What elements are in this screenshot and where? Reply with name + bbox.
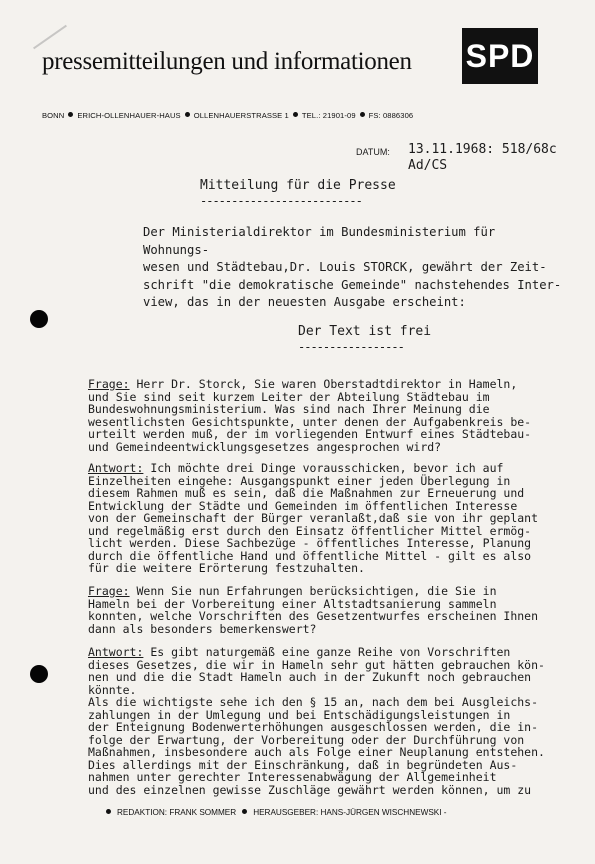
text-line: Hameln bei der Vorbereitung einer Altstadtsanierung sammeln	[88, 596, 497, 611]
masthead-title: pressemitteilungen und informationen	[42, 48, 412, 75]
bullet-icon	[185, 112, 190, 117]
interview-question	[88, 378, 558, 453]
bullet-icon	[293, 112, 298, 117]
subject-underline: --------------------------	[200, 194, 362, 208]
text-line: für die weitere Erörterung festzuhalten.	[88, 561, 365, 575]
question-label: Frage:	[88, 377, 130, 391]
answer-label: Antwort:	[88, 645, 144, 659]
text-line: Antwort: Ich möchte drei Dinge vorausschicken, bevor ich auf	[88, 461, 504, 475]
bullet-icon	[106, 809, 111, 814]
text-line: und Sie sind seit kurzem Leiter der Abteilung Städtebau im	[88, 389, 490, 404]
text-line: nen und die die Stadt Hameln auch in der Zukunft noch gebrauchen	[88, 670, 532, 684]
intro-line: Der Ministerialdirektor im Bundesministerium für Wohnungs-	[143, 225, 496, 257]
intro-line: schrift "die demokratische Gemeinde" nachstehendes Inter-	[143, 277, 562, 292]
text-line: Entwicklung der Städte und Gemeinden im öffentlichen Interesse	[88, 498, 518, 513]
spd-logo: SPD	[462, 28, 538, 84]
bullet-icon	[68, 112, 73, 117]
text-line: wesentlichsten Gesichtspunkte, unter denen der Aufgabenkreis be-	[88, 414, 532, 429]
text-line: Frage: Herr Dr. Storck, Sie waren Oberstadtdirektor in Hameln,	[88, 377, 518, 391]
text-line: licht werden. Diese Sachbezüge - öffentliches Interesse, Planung	[88, 536, 532, 550]
address-street: OLLENHAUERSTRASSE 1	[193, 111, 289, 120]
subject-heading: Mitteilung für die Presse	[200, 178, 396, 193]
footer-credits	[100, 808, 447, 817]
text-line: zahlungen in der Umlegung und bei Entschädigungsleistungen in	[88, 707, 511, 722]
text-line: Als die wichtigste sehe ich den § 15 an, nach dem bei Ausgleichs-	[88, 695, 539, 709]
text-line: könnte.	[88, 682, 137, 697]
intro-paragraph	[143, 224, 563, 312]
text-line: konnten, welche Vorschriften des Gesetzentwurfes erscheinen Ihnen	[88, 609, 539, 623]
text-line: diesem Rahmen muß es sein, daß die Maßnahmen zur Erneuerung und	[88, 486, 525, 500]
text-line: Maßnahmen, insbesondere auch als Folge einer Neuplanung entstehen.	[88, 745, 545, 759]
text-line: Frage: Wenn Sie nun Erfahrungen berücksichtigen, die Sie in	[88, 584, 497, 598]
text-line: und des einzelnen gewisse Zuschläge gewährt werden können, um zu	[88, 782, 532, 797]
address-city: BONN	[42, 111, 65, 120]
text-line: von der Gemeinschaft der Bürger veranlaßt,daß sie von ihr geplant	[88, 511, 539, 525]
text-line: dieses Gesetzes, die wir in Hameln sehr gut hätten gebrauchen kön-	[88, 657, 545, 672]
address-line	[42, 111, 556, 120]
text-line: und regelmäßig erst durch den Einsatz öffentlicher Mittel ermög-	[88, 523, 532, 538]
text-line: Bundeswohnungsministerium. Was sind nach Ihrer Meinung die	[88, 402, 490, 416]
bullet-icon	[360, 112, 365, 117]
release-underline: -----------------	[298, 340, 404, 354]
text-line: Einzelheiten eingehe: Ausgangspunkt einer jeden Überlegung in	[88, 473, 511, 488]
fold-mark	[33, 25, 67, 50]
text-line: und Gemeindeentwicklungsgesetzes angesprochen wird?	[88, 439, 442, 454]
address-telex: FS: 0886306	[368, 111, 414, 120]
intro-line: wesen und Städtebau,Dr. Louis STORCK, gewährt der Zeit-	[143, 260, 547, 274]
text-line: urteilt werden muß, der im vorliegenden Entwurf eines Städtebau-	[88, 427, 532, 441]
text-line: der Enteignung Bodenwerterhöhungen ausgeschlossen werden, die in-	[88, 720, 539, 734]
text-line: Antwort: Es gibt naturgemäß eine ganze Reihe von Vorschriften	[88, 645, 511, 659]
reference-signature: Ad/CS	[408, 158, 448, 173]
text-line: folge der Erwartung, der Vorbereitung oder der Durchführung von	[88, 732, 525, 747]
address-phone: TEL.: 21901-09	[301, 111, 356, 120]
footer-redaktion: REDAKTION: FRANK SOMMER	[117, 808, 237, 817]
datum-value: 13.11.1968: 518/68c	[408, 142, 557, 157]
interview-answer	[88, 462, 558, 575]
bullet-icon	[242, 809, 247, 814]
interview-question	[88, 585, 558, 635]
interview-answer	[88, 646, 558, 796]
footer-herausgeber: HERAUSGEBER: HANS-JÜRGEN WISCHNEWSKI -	[253, 808, 447, 817]
text-line: durch die öffentliche Hand und öffentliche Mittel - gilt es also	[88, 548, 532, 563]
intro-line: view, das in der neuesten Ausgabe erscheint:	[143, 295, 466, 309]
text-line: dann als besonders bemerkenswert?	[88, 621, 317, 636]
datum-label: DATUM:	[356, 147, 390, 157]
question-label: Frage:	[88, 584, 130, 598]
text-line: nahmen unter gerechter Interessenabwägung der Allgemeinheit	[88, 770, 497, 784]
address-building: ERICH-OLLENHAUER-HAUS	[77, 111, 181, 120]
text-line: Dies allerdings mit der Einschränkung, daß in begründeten Aus-	[88, 757, 518, 772]
punch-hole	[30, 665, 48, 683]
release-note: Der Text ist frei	[298, 324, 432, 339]
punch-hole	[30, 310, 48, 328]
answer-label: Antwort:	[88, 461, 144, 475]
